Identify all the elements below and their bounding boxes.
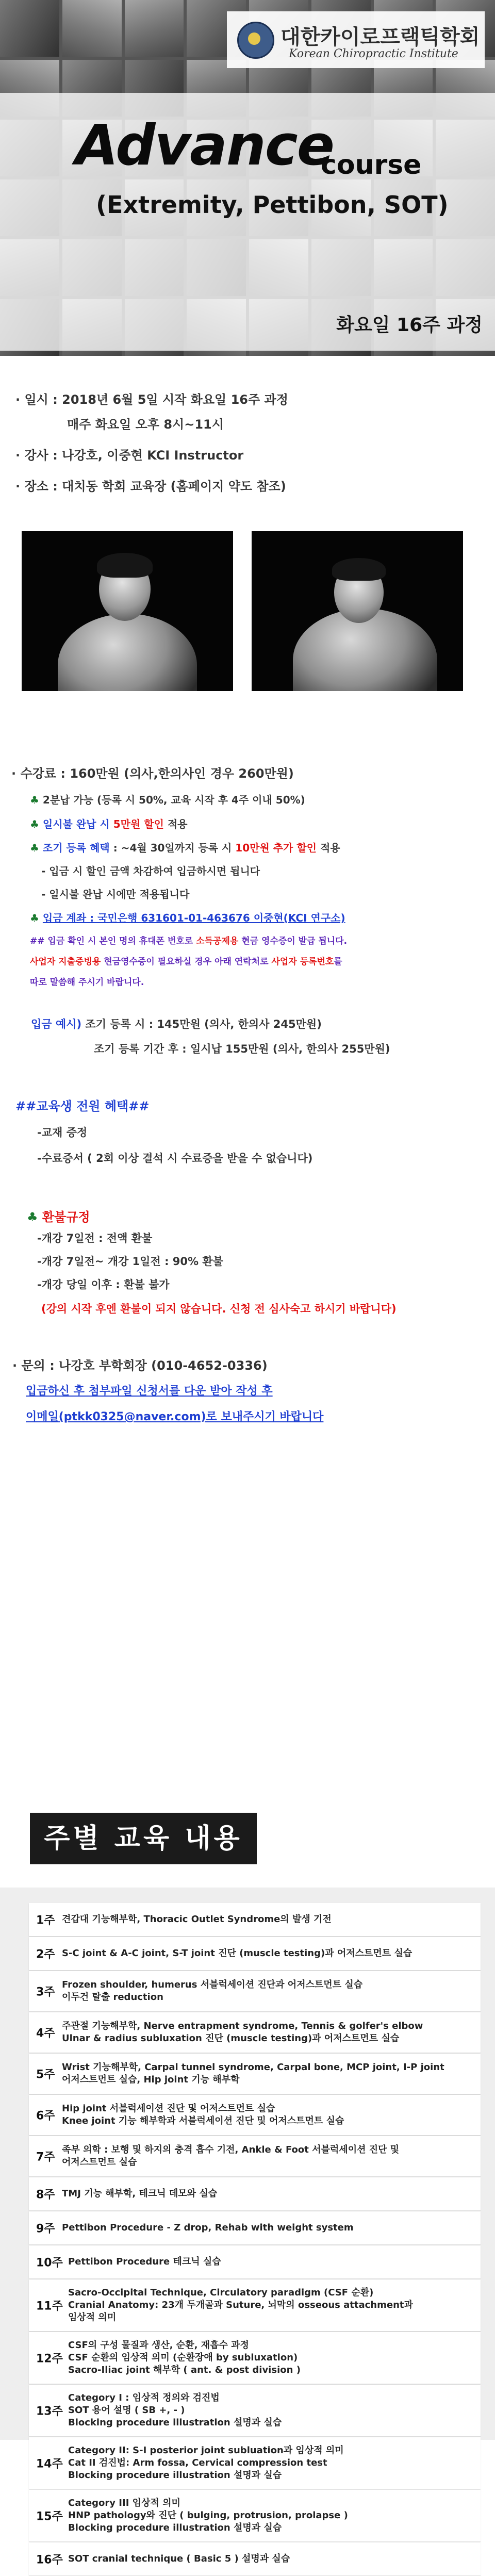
account-text[interactable]: 입금 계좌 : 국민은행 631601-01-463676 이중현(KCI 연구소): [42, 912, 345, 924]
early-prefix: 조기 등록 혜택: [42, 842, 110, 854]
example-label: 입금 예시): [31, 1018, 82, 1030]
lump-prefix: 일시불 완납 시: [42, 818, 113, 830]
week-content: CSF의 구성 물질과 생산, 순환, 재흡수 과정 CSF 순환의 임상적 의미 (순환장애 by subluxation) Sacro-Iliac joint 해부학 ( ant. & post division ): [68, 2340, 301, 2375]
week-content: 족부 의학 : 보행 및 하지의 충격 흡수 기전, Ankle & Foot 서블럭세이션 진단 및 어저스트먼트 실습: [62, 2144, 400, 2168]
example-1: 조기 등록 시 : 145만원 (의사, 한의사 245만원): [81, 1018, 322, 1030]
receipt-note-1: ## 입금 확인 시 본인 명의 휴대폰 번호로 소득공제용 현금 영수증이 발급 됩니다.: [30, 936, 348, 946]
schedule-week-row: [29, 2054, 481, 2094]
week-number: 2주: [36, 1948, 55, 1961]
schedule-title-box: [30, 1813, 257, 1864]
week-number: 16주: [36, 2553, 63, 2567]
week-number: 12주: [36, 2352, 63, 2366]
week-number: 5주: [36, 2068, 55, 2081]
week-number: 11주: [36, 2300, 63, 2313]
place-line: · 장소 : 대치동 학회 교육장 (홈페이지 약도 참조): [15, 479, 286, 494]
discount-note-2: - 일시불 완납 시에만 적용됩니다: [41, 888, 190, 900]
refund-title: ♣ 환불규정: [27, 1210, 90, 1224]
schedule-week-row: [29, 2136, 481, 2177]
benefits-title: ##교육생 전원 혜택##: [15, 1099, 150, 1113]
org-seal-icon: [237, 22, 274, 59]
clubs-icon: ♣: [30, 912, 39, 924]
receipt-note-3: 따로 말씀해 주시기 바랍니다.: [30, 977, 144, 988]
refund-item-3: -개강 당일 이후 : 환불 불가: [37, 1278, 170, 1291]
org-name-kr: 대한카이로프랙틱학회: [280, 25, 480, 49]
week-number: 8주: [36, 2188, 55, 2202]
installment-line: [30, 792, 305, 807]
week-content: Pettibon Procedure - Z drop, Rehab with weight system: [62, 2222, 354, 2233]
time-line: 매주 화요일 오후 8시~11시: [67, 417, 224, 432]
org-name-en: Korean Chiropractic Institute: [289, 47, 458, 60]
schedule-title: 주별 교육 내용: [44, 1823, 243, 1854]
clubs-icon: ♣: [30, 818, 39, 830]
instructor-photo-1: [22, 531, 233, 691]
week-content: Sacro-Occipital Technique, Circulatory paradigm (CSF 순환) Cranial Anatomy: 23개 두개골과 Suture, 뇌막의 osseous attachment과 임상적 의미: [68, 2287, 413, 2323]
week-number: 10주: [36, 2256, 63, 2270]
course-title-suffix: course: [321, 150, 422, 181]
course-subtitle: (Extremity, Pettibon, SOT): [96, 191, 449, 219]
course-title: Advance: [75, 113, 334, 178]
refund-item-1: -개강 7일전 : 전액 환불: [37, 1232, 153, 1244]
week-number: 13주: [36, 2405, 63, 2418]
schedule-week-row: [29, 1971, 481, 2012]
clubs-icon: ♣: [27, 1210, 38, 1224]
contact-instruction-2: 이메일(ptkk0325@naver.com)로 보내주시기 바랍니다: [26, 1410, 324, 1423]
course-schedule-label: 화요일 16주 과정: [336, 315, 483, 336]
refund-warning: (강의 시작 후엔 환불이 되지 않습니다. 신청 전 심사숙고 하시기 바랍니다): [41, 1303, 397, 1315]
lump-suffix: 적용: [163, 818, 188, 830]
week-content: Category III 임상적 의미 HNP pathology와 진단 ( bulging, protrusion, prolapse ) Blocking procedure illustration 설명과 실습: [68, 2498, 348, 2533]
schedule-week-row: [29, 1937, 481, 1971]
week-content: Category I : 임상적 정의와 검진법 SOT 용어 설명 ( SB +, - ) Blocking procedure illustration 설명과 실습: [68, 2392, 282, 2428]
week-number: 9주: [36, 2222, 55, 2236]
week-content: 주관절 기능해부학, Nerve entrapment syndrome, Tennis & golfer's elbow Ulnar & radius subluxation 진단 (muscle testing)과 어저스트먼트 실습: [62, 2021, 423, 2044]
week-number: 6주: [36, 2109, 55, 2123]
early-discount-line: [30, 840, 340, 855]
schedule-week-row: [29, 2542, 481, 2576]
week-content: S-C joint & A-C joint, S-T joint 진단 (muscle testing)과 어저스트먼트 실습: [62, 1948, 412, 1959]
week-number: 3주: [36, 1986, 55, 1999]
refund-item-2: -개강 7일전~ 개강 1일전 : 90% 환불: [37, 1255, 223, 1268]
early-suffix: 적용: [316, 842, 340, 854]
schedule-week-row: [29, 1903, 481, 1937]
week-number: 15주: [36, 2510, 63, 2523]
account-line: [30, 910, 345, 925]
schedule-week-row: [29, 2211, 481, 2245]
lump-discount: 5만원 할인: [113, 818, 164, 830]
schedule-week-row: [29, 2279, 481, 2332]
instructor-photo-2: [252, 531, 463, 691]
week-content: SOT cranial technique ( Basic 5 ) 설명과 실습: [68, 2553, 290, 2564]
week-number: 1주: [36, 1914, 55, 1927]
week-number: 14주: [36, 2457, 63, 2471]
week-content: 견갑대 기능해부학, Thoracic Outlet Syndrome의 발생 기전: [62, 1914, 332, 1925]
schedule-week-row: [29, 2012, 481, 2053]
example-line-1: [31, 1016, 322, 1031]
contact-line: · 문의 : 나강호 부학회장 (010-4652-0336): [12, 1358, 268, 1373]
instructor-line: · 강사 : 나강호, 이중현 KCI Instructor: [15, 448, 244, 463]
installment-text: 2분납 가능 (등록 시 50%, 교육 시작 후 4주 이내 50%): [42, 794, 305, 806]
org-logo: [227, 11, 485, 68]
benefit-item-2: -수료증서 ( 2회 이상 결석 시 수료증을 받을 수 없습니다): [37, 1152, 313, 1164]
date-line: · 일시 : 2018년 6월 5일 시작 화요일 16주 과정: [15, 392, 288, 407]
lump-discount-line: [30, 816, 188, 831]
schedule-week-row: [29, 2437, 481, 2489]
week-content: Pettibon Procedure 테크닉 실습: [68, 2256, 221, 2267]
week-content: Frozen shoulder, humerus 서블럭세이션 진단과 어저스트먼트 실습 이두건 탈출 reduction: [62, 1979, 363, 2003]
hero-banner: [0, 0, 495, 356]
schedule-week-row: [29, 2332, 481, 2384]
schedule-week-row: [29, 2385, 481, 2437]
week-number: 4주: [36, 2027, 55, 2040]
receipt-note-2: 사업자 지출증빙용 현금영수증이 필요하실 경우 아래 연락처로 사업자 등록번호를: [30, 957, 342, 967]
clubs-icon: ♣: [30, 794, 39, 806]
fee-line: · 수강료 : 160만원 (의사,한의사인 경우 260만원): [11, 766, 294, 781]
early-discount: 10만원 추가 할인: [235, 842, 317, 854]
example-line-2: 조기 등록 기간 후 : 일시납 155만원 (의사, 한의사 255만원): [94, 1043, 390, 1055]
early-mid: : ~4월 30일까지 등록 시: [109, 842, 236, 854]
schedule-week-row: [29, 2245, 481, 2279]
contact-instruction-1: 입금하신 후 첨부파일 신청서를 다운 받아 작성 후: [26, 1385, 273, 1398]
discount-note-1: - 입금 시 할인 금액 차감하여 입금하시면 됩니다: [41, 865, 260, 877]
week-number: 7주: [36, 2151, 55, 2164]
week-content: TMJ 기능 해부학, 테크닉 데모와 실습: [62, 2188, 218, 2199]
schedule-week-row: [29, 2490, 481, 2542]
schedule-week-row: [29, 2177, 481, 2211]
schedule-week-row: [29, 2095, 481, 2136]
benefit-item-1: -교재 증정: [37, 1126, 88, 1139]
week-content: Hip joint 서블럭세이션 진단 및 어저스트먼트 실습 Knee joint 기능 해부학과 서블럭세이션 진단 및 어저스트먼트 실습: [62, 2103, 344, 2126]
clubs-icon: ♣: [30, 842, 39, 854]
week-content: Wrist 기능해부학, Carpal tunnel syndrome, Carpal bone, MCP joint, I-P joint 어저스트먼트 실습, Hip joint 기능 해부학: [62, 2062, 444, 2085]
week-content: Category II: S-I posterior joint subluation과 임상적 의미 Cat II 검진법: Arm fossa, Cervical compression test Blocking procedure illustration 설명과 실습: [68, 2445, 344, 2481]
